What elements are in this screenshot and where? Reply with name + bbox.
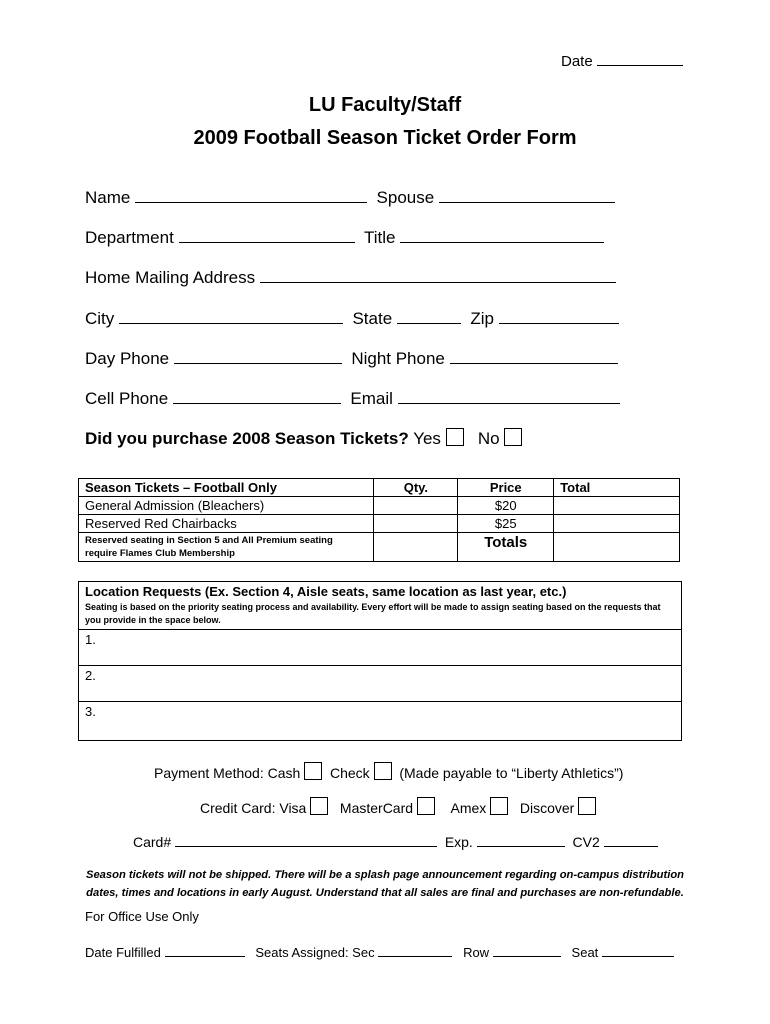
location-note: Seating is based on the priority seating process and availability. Every effort will be made to assign seating based on the requests that you provide in the space below. bbox=[85, 602, 661, 625]
discover-label: Discover bbox=[519, 800, 575, 816]
row-label: Row bbox=[463, 945, 490, 960]
prior-season-question bbox=[85, 428, 522, 449]
row-input-line[interactable] bbox=[493, 944, 561, 957]
header-qty: Qty. bbox=[374, 479, 458, 497]
night-phone-label: Night Phone bbox=[351, 349, 445, 368]
date-input-line[interactable] bbox=[597, 49, 683, 66]
title-input-line[interactable] bbox=[400, 226, 604, 243]
cash-checkbox[interactable] bbox=[304, 762, 322, 780]
location-requests-box bbox=[78, 581, 682, 741]
price-reserved: $25 bbox=[458, 515, 554, 533]
exp-label: Exp. bbox=[444, 834, 473, 850]
cv2-input-line[interactable] bbox=[604, 833, 658, 847]
day-phone-label: Day Phone bbox=[85, 349, 170, 368]
night-phone-input-line[interactable] bbox=[450, 347, 618, 364]
seats-assigned-label: Seats Assigned: Sec bbox=[255, 945, 375, 960]
payment-method-row bbox=[154, 762, 623, 781]
form-title-line2: 2009 Football Season Ticket Order Form bbox=[193, 127, 577, 149]
date-fulfilled-input-line[interactable] bbox=[165, 944, 245, 957]
cell-phone-input-line[interactable] bbox=[173, 387, 341, 404]
name-input-line[interactable] bbox=[135, 186, 367, 203]
question-text: Did you purchase 2008 Season Tickets? bbox=[85, 429, 409, 448]
visa-checkbox[interactable] bbox=[310, 797, 328, 815]
credit-card-row bbox=[200, 797, 596, 816]
ticket-type-reserved: Reserved Red Chairbacks bbox=[79, 515, 374, 533]
location-request-2[interactable]: 2. bbox=[79, 665, 681, 701]
state-input-line[interactable] bbox=[397, 307, 461, 324]
qty-cell-general[interactable] bbox=[374, 497, 458, 515]
location-request-1[interactable]: 1. bbox=[79, 629, 681, 665]
cell-phone-label: Cell Phone bbox=[85, 389, 169, 408]
header-season-tickets: Season Tickets – Football Only bbox=[79, 479, 374, 497]
address-row bbox=[85, 266, 616, 288]
address-label: Home Mailing Address bbox=[85, 268, 256, 287]
seat-input-line[interactable] bbox=[602, 944, 674, 957]
header-total: Total bbox=[554, 479, 680, 497]
table-row bbox=[79, 497, 680, 515]
amex-label: Amex bbox=[450, 800, 487, 816]
day-phone-input-line[interactable] bbox=[174, 347, 342, 364]
membership-note: Reserved seating in Section 5 and All Premium seating require Flames Club Membership bbox=[79, 533, 374, 562]
no-label: No bbox=[477, 429, 500, 448]
card-number-label: Card# bbox=[133, 834, 172, 850]
card-number-input-line[interactable] bbox=[175, 833, 437, 847]
date-fulfilled-label: Date Fulfilled bbox=[85, 945, 161, 960]
city-row bbox=[85, 307, 619, 329]
spouse-label: Spouse bbox=[376, 188, 435, 207]
qty-cell-reserved[interactable] bbox=[374, 515, 458, 533]
credit-visa-label: Credit Card: Visa bbox=[200, 800, 307, 816]
grand-total-cell[interactable] bbox=[554, 533, 680, 562]
name-row bbox=[85, 186, 615, 208]
name-label: Name bbox=[85, 188, 131, 207]
check-label: Check bbox=[329, 765, 370, 781]
table-header-row bbox=[79, 479, 680, 497]
totals-label: Totals bbox=[458, 533, 554, 562]
seat-label: Seat bbox=[571, 945, 599, 960]
department-label: Department bbox=[85, 228, 174, 247]
cell-row bbox=[85, 387, 620, 409]
location-heading: Location Requests (Ex. Section 4, Aisle seats, same location as last year, etc.) bbox=[85, 584, 567, 599]
city-input-line[interactable] bbox=[119, 307, 343, 324]
payable-note: (Made payable to “Liberty Athletics”) bbox=[399, 765, 624, 781]
office-use-row bbox=[85, 944, 674, 960]
address-input-line[interactable] bbox=[260, 266, 616, 283]
header-price: Price bbox=[458, 479, 554, 497]
mastercard-label: MasterCard bbox=[339, 800, 414, 816]
tickets-table bbox=[78, 478, 680, 562]
state-label: State bbox=[352, 309, 393, 328]
form-title-line1: LU Faculty/Staff bbox=[308, 94, 462, 116]
cv2-label: CV2 bbox=[572, 834, 600, 850]
yes-checkbox[interactable] bbox=[446, 428, 464, 446]
date-field bbox=[561, 49, 683, 70]
exp-input-line[interactable] bbox=[477, 833, 565, 847]
qty-cell-note bbox=[374, 533, 458, 562]
payment-cash-label: Payment Method: Cash bbox=[154, 765, 301, 781]
sec-input-line[interactable] bbox=[378, 944, 452, 957]
check-checkbox[interactable] bbox=[374, 762, 392, 780]
city-label: City bbox=[85, 309, 115, 328]
email-input-line[interactable] bbox=[398, 387, 620, 404]
card-details-row bbox=[133, 833, 658, 850]
notice-line-1: Season tickets will not be shipped. There will be a splash page announcement regarding on-campus distribution bbox=[85, 869, 684, 881]
discover-checkbox[interactable] bbox=[578, 797, 596, 815]
department-input-line[interactable] bbox=[179, 226, 355, 243]
shipping-notice bbox=[0, 866, 770, 902]
amex-checkbox[interactable] bbox=[490, 797, 508, 815]
table-totals-row bbox=[79, 533, 680, 562]
total-cell-reserved[interactable] bbox=[554, 515, 680, 533]
title-label: Title bbox=[364, 228, 396, 247]
zip-label: Zip bbox=[470, 309, 494, 328]
notice-line-2: dates, times and locations in early August. Understand that all sales are final and purchases are non-refundable. bbox=[86, 887, 684, 899]
ticket-type-general: General Admission (Bleachers) bbox=[79, 497, 374, 515]
mastercard-checkbox[interactable] bbox=[417, 797, 435, 815]
price-general: $20 bbox=[458, 497, 554, 515]
date-label: Date bbox=[561, 53, 593, 70]
department-row bbox=[85, 226, 604, 248]
no-checkbox[interactable] bbox=[504, 428, 522, 446]
phone-row bbox=[85, 347, 618, 369]
zip-input-line[interactable] bbox=[499, 307, 619, 324]
table-row bbox=[79, 515, 680, 533]
location-request-3[interactable]: 3. bbox=[79, 701, 681, 740]
yes-label: Yes bbox=[413, 429, 441, 448]
spouse-input-line[interactable] bbox=[439, 186, 615, 203]
office-use-heading: For Office Use Only bbox=[85, 909, 199, 924]
email-label: Email bbox=[350, 389, 393, 408]
total-cell-general[interactable] bbox=[554, 497, 680, 515]
